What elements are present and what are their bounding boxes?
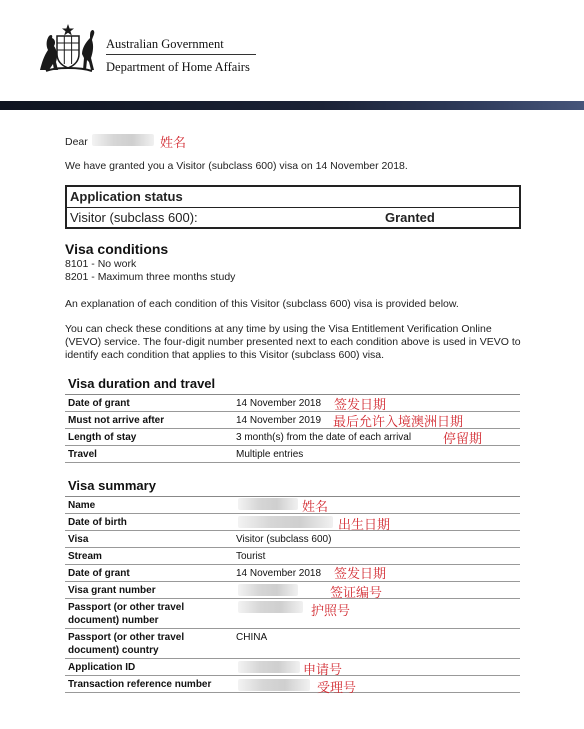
row-value: Visitor (subclass 600) bbox=[236, 534, 332, 545]
row-label: Name bbox=[68, 500, 96, 511]
redacted-passport-number bbox=[238, 601, 303, 613]
table-row bbox=[65, 531, 520, 548]
row-label: Must not arrive after bbox=[68, 415, 165, 426]
letterhead-divider bbox=[106, 54, 256, 55]
row-value: 14 November 2019 bbox=[236, 415, 322, 426]
annotation-passport: 护照号 bbox=[311, 604, 351, 619]
row-label: Date of birth bbox=[68, 517, 127, 528]
redacted-application-id bbox=[238, 661, 300, 673]
annotation-arrive-after: 最后允许入境澳洲日期 bbox=[333, 415, 464, 430]
annotation-name: 姓名 bbox=[302, 500, 329, 515]
row-label: Passport (or other travel document) country bbox=[68, 632, 185, 656]
coat-of-arms-icon bbox=[36, 22, 100, 74]
annotation-stay: 停留期 bbox=[443, 432, 483, 447]
annotation-date-of-birth: 出生日期 bbox=[338, 518, 391, 533]
duration-title: Visa duration and travel bbox=[68, 376, 216, 391]
redacted-name bbox=[238, 498, 298, 510]
annotation-grant-date: 签发日期 bbox=[334, 567, 387, 582]
row-value: 14 November 2018 bbox=[236, 568, 322, 579]
application-status-box bbox=[65, 185, 521, 229]
status-value: Granted bbox=[385, 210, 435, 225]
annotation-name: 姓名 bbox=[160, 136, 187, 151]
condition-item: 8201 - Maximum three months study bbox=[65, 271, 236, 283]
redacted-date-of-birth bbox=[238, 516, 333, 528]
row-value: Tourist bbox=[236, 551, 266, 562]
status-title: Application status bbox=[70, 189, 183, 204]
row-label: Passport (or other travel document) number bbox=[68, 602, 185, 626]
redacted-name bbox=[92, 134, 154, 146]
row-label: Date of grant bbox=[68, 398, 130, 409]
annotation-grant-number: 签证编号 bbox=[330, 586, 383, 601]
row-value: CHINA bbox=[236, 632, 268, 643]
header-banner bbox=[0, 101, 584, 110]
conditions-explanation: An explanation of each condition of this Visitor (subclass 600) visa is provided below. bbox=[65, 298, 459, 310]
annotation-transaction-reference: 受理号 bbox=[317, 681, 357, 696]
department-name: Department of Home Affairs bbox=[106, 60, 250, 74]
vevo-explanation: You can check these conditions at any time by using the Visa Entitlement Verification Online (VEVO) service. The four-digit number presented next to each condition above is used in VEVO to identify each condition that applies to this Visitor (subclass 600) visa. bbox=[65, 323, 521, 361]
salutation: Dear bbox=[65, 136, 88, 148]
table-row bbox=[65, 395, 520, 412]
row-label: Visa grant number bbox=[68, 585, 156, 596]
table-row bbox=[65, 629, 520, 659]
annotation-application-id: 申请号 bbox=[303, 663, 343, 678]
table-row bbox=[65, 446, 520, 463]
row-value: 3 month(s) from the date of each arrival bbox=[236, 432, 412, 443]
row-label: Length of stay bbox=[68, 432, 137, 443]
table-row bbox=[65, 548, 520, 565]
row-value: Multiple entries bbox=[236, 449, 304, 460]
summary-title: Visa summary bbox=[68, 478, 156, 493]
row-label: Transaction reference number bbox=[68, 679, 212, 690]
row-label: Stream bbox=[68, 551, 102, 562]
redacted-visa-grant-number bbox=[238, 584, 298, 596]
annotation-grant-date: 签发日期 bbox=[334, 398, 387, 413]
table-row bbox=[65, 565, 520, 582]
status-label: Visitor (subclass 600): bbox=[70, 210, 198, 225]
row-label: Application ID bbox=[68, 662, 136, 673]
row-label: Visa bbox=[68, 534, 89, 545]
row-label: Travel bbox=[68, 449, 97, 460]
row-value: 14 November 2018 bbox=[236, 398, 322, 409]
condition-item: 8101 - No work bbox=[65, 258, 137, 270]
row-label: Date of grant bbox=[68, 568, 130, 579]
government-name: Australian Government bbox=[106, 37, 224, 51]
grant-intro: We have granted you a Visitor (subclass 600) visa on 14 November 2018. bbox=[65, 160, 408, 172]
redacted-transaction-reference bbox=[238, 679, 310, 691]
letterhead bbox=[0, 0, 584, 100]
conditions-title: Visa conditions bbox=[65, 241, 169, 257]
status-divider bbox=[67, 207, 519, 208]
